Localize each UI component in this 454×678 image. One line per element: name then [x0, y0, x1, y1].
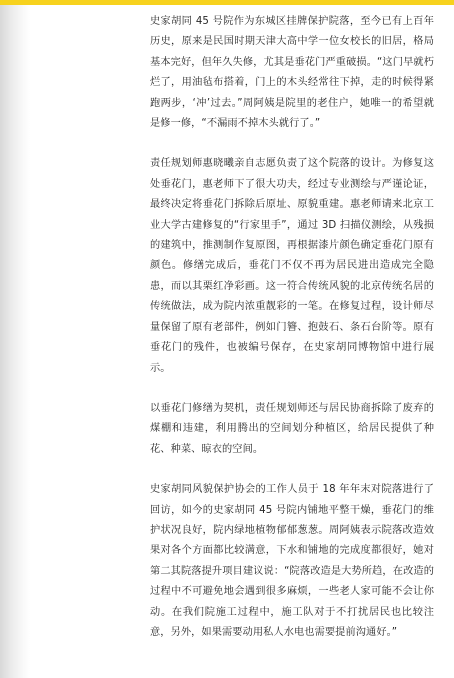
article-body	[150, 12, 434, 674]
page-spine-shadow	[0, 5, 30, 678]
paragraph-1: 史家胡同 45 号院作为东城区挂牌保护院落，至今已有上百年历史，原来是民国时期天津大高中学一位女校长的旧居，格局基本完好，但年久失修，尤其是垂花门严重破损。“这门早就朽烂了，用油毡布搭着，门上的木头经常往下掉，走的时候得紧跑两步，‘冲’过去。”周阿姨是院里的老住户，她唯一的希望就是修一修，“不漏雨不掉木头就行了。”	[150, 16, 434, 130]
paragraph-4: 史家胡同风貌保护协会的工作人员于 18 年年末对院落进行了回访，如今的史家胡同 45 号院内铺地平整干燥，垂花门的维护状况良好，院内绿地植物郁郁葱葱。周阿姨表示院落改造效果对各个方面都比较满意，下水和铺地的完成度都很好，她对第二其院落提升项目建议说：“院落改造是大势所趋，在改造的过程中不可避免地会遇到很多麻烦，一些老人家可能不会让你动。在我们院施工过程中，施工队对于不打扰居民也比较注意，另外，如果需要动用私人水电也需要提前沟通好。”	[150, 484, 434, 638]
top-accent-bar	[0, 0, 454, 5]
paragraph-3: 以垂花门修缮为契机，责任规划师还与居民协商拆除了废弃的煤棚和违建，利用腾出的空间划分种植区，给居民提供了种花、种菜、晾衣的空间。	[150, 402, 434, 455]
paragraph-2: 责任规划师惠晓曦亲自志愿负责了这个院落的设计。为修复这处垂花门，惠老师下了很大功夫，经过专业测绘与严谨论证，最终决定将垂花门拆除后原址、原貌重建。惠老师请来北京工业大学古建修复的“行家里手”，通过 3D 扫描仪测绘，从残损的建筑中，推测制作复原图，再根据漆片颜色确定垂花门原有颜色。修缮完成后，垂花门不仅不再为居民进出造成完全隐患，而以其栗红净彩画。这一符合传统风貌的北京传统名居的传统做法，成为院内浓重靓彩的一笔。在修复过程，设计师尽量保留了原有老部件，例如门簪、抱鼓石、条石台阶等。原有垂花门的残件，也被编号保存，在史家胡同博物馆中进行展示。	[150, 158, 434, 374]
